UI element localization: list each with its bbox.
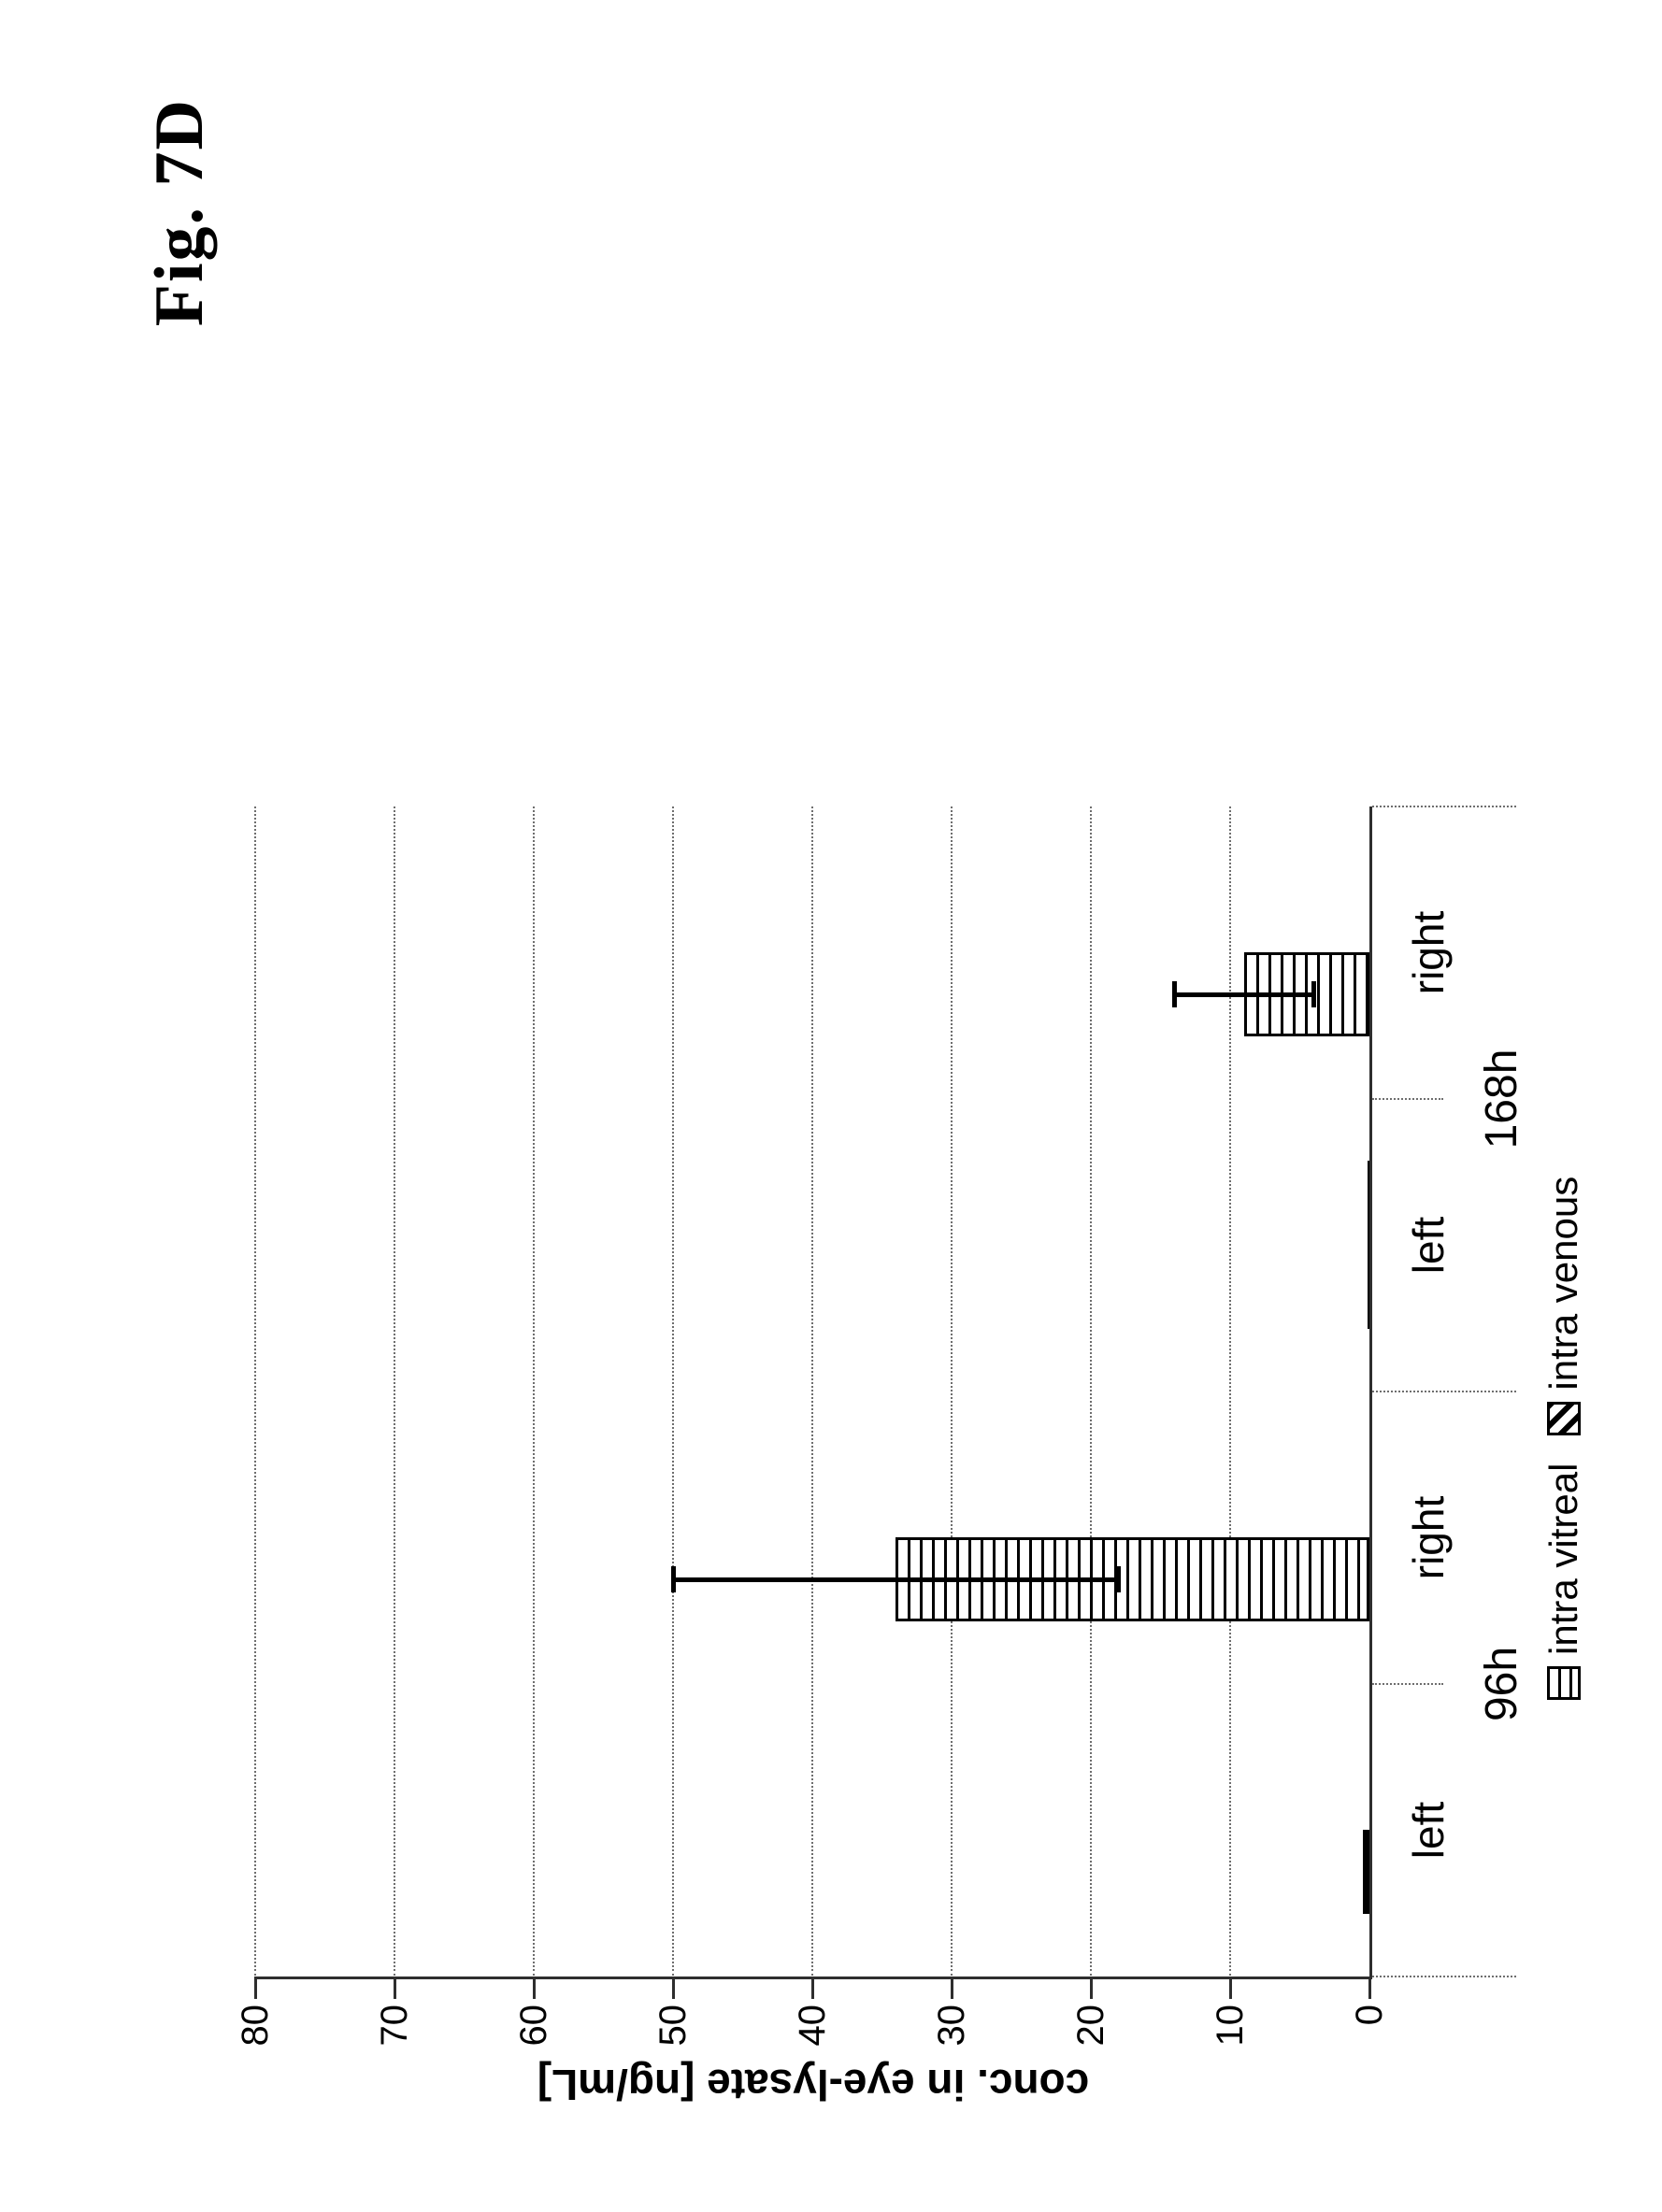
value-axis-tick <box>951 1977 953 1999</box>
category-axis-tick <box>1372 806 1516 807</box>
category-label: right <box>1404 910 1453 995</box>
error-bar-line <box>673 1577 1119 1582</box>
category-axis-tick <box>1372 1683 1443 1685</box>
legend-label: intra vitreal <box>1541 1463 1585 1655</box>
value-tick-label: 70 <box>374 2005 415 2047</box>
value-axis-tick <box>672 1977 675 1999</box>
gridline <box>394 806 395 1976</box>
category-label: left <box>1404 1216 1453 1275</box>
value-tick-label: 20 <box>1070 2005 1111 2047</box>
legend-label: intra venous <box>1541 1176 1585 1391</box>
gridline <box>672 806 674 1976</box>
gridline <box>254 806 256 1976</box>
category-axis-line <box>1369 806 1372 1979</box>
value-axis-tick <box>1229 1977 1232 1999</box>
error-bar-cap <box>1116 1567 1121 1593</box>
value-axis-tick <box>533 1977 536 1999</box>
legend-swatch-horizontal-stripes-icon <box>1547 1666 1581 1700</box>
category-axis-tick <box>1372 1098 1443 1100</box>
category-label: right <box>1404 1495 1453 1580</box>
value-axis-tick <box>1368 1977 1371 1999</box>
gridline <box>951 806 953 1976</box>
bar-intra-vitreal <box>1368 1246 1369 1330</box>
legend-item-intra-vitreal <box>1541 1463 1585 1700</box>
legend-item-intra-venous <box>1541 1176 1585 1435</box>
value-tick-label: 80 <box>235 2005 276 2047</box>
gridline <box>1090 806 1092 1976</box>
error-bar-cap <box>1172 982 1177 1008</box>
group-label: 168h <box>1477 1049 1526 1149</box>
category-axis-tick <box>1372 1976 1516 1977</box>
value-tick-label: 0 <box>1349 2005 1390 2026</box>
legend <box>1541 1176 1585 1700</box>
category-label: left <box>1404 1801 1453 1860</box>
value-axis-tick <box>254 1977 257 1999</box>
gridline <box>533 806 535 1976</box>
bar-intra-vitreal <box>1363 1831 1369 1915</box>
gridline <box>811 806 813 1976</box>
value-axis-title: conc. in eye-lysate [ng/mL] <box>537 2061 1090 2109</box>
gridline <box>1229 806 1231 1976</box>
figure-label: Fig. 7D <box>141 98 218 327</box>
category-axis-tick <box>1372 1391 1516 1392</box>
legend-swatch-diagonal-stripes-icon <box>1547 1402 1581 1435</box>
value-tick-label: 50 <box>652 2005 694 2047</box>
error-bar-cap <box>671 1567 676 1593</box>
value-tick-label: 40 <box>792 2005 833 2047</box>
error-bar-line <box>1174 992 1313 997</box>
value-axis-tick <box>394 1977 396 1999</box>
bar-intra-venous <box>1368 1162 1369 1246</box>
value-axis-tick <box>811 1977 814 1999</box>
error-bar-cap <box>1311 982 1316 1008</box>
group-label: 96h <box>1477 1646 1526 1722</box>
value-tick-label: 60 <box>513 2005 554 2047</box>
value-axis-line <box>255 1977 1372 1979</box>
value-tick-label: 10 <box>1210 2005 1251 2047</box>
value-tick-label: 30 <box>931 2005 972 2047</box>
value-axis-tick <box>1090 1977 1093 1999</box>
